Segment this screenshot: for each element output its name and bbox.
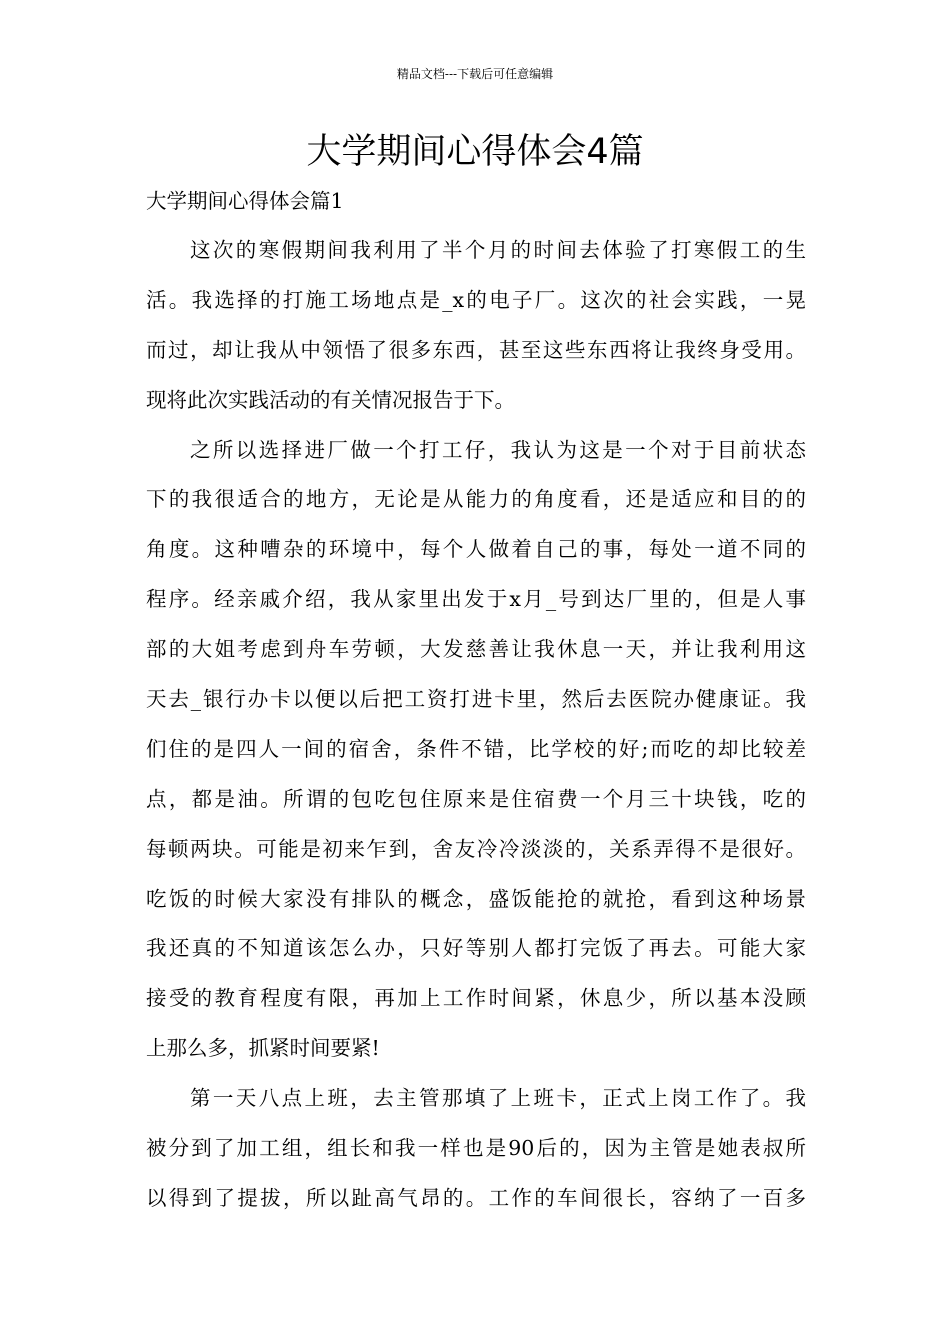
text-line: 活。我选择的打施工场地点是_x的电子厂。这次的社会实践，一晃 xyxy=(146,287,806,312)
text-line: 天去_银行办卡以便以后把工资打进卡里，然后去医院办健康证。我 xyxy=(146,687,806,712)
text-line: 点，都是油。所谓的包吃包住原来是住宿费一个月三十块钱，吃的 xyxy=(146,786,806,811)
section-heading: 大学期间心得体会篇1 xyxy=(146,189,344,213)
text-line: 们住的是四人一间的宿舍，条件不错，比学校的好;而吃的却比较差 xyxy=(146,736,806,761)
text-line: 我还真的不知道该怎么办，只好等别人都打完饭了再去。可能大家 xyxy=(146,936,806,961)
text-line: 下的我很适合的地方，无论是从能力的角度看，还是适应和目的的 xyxy=(146,487,806,512)
text-line: 以得到了提拔，所以趾高气昂的。工作的车间很长，容纳了一百多 xyxy=(146,1185,806,1210)
text-line: 角度。这种嘈杂的环境中，每个人做着自己的事，每处一道不同的 xyxy=(146,537,806,562)
text-line: 上那么多，抓紧时间要紧! xyxy=(146,1036,380,1061)
text-line: 第一天八点上班，去主管那填了上班卡，正式上岗工作了。我 xyxy=(190,1086,806,1111)
text-line: 而过，却让我从中领悟了很多东西，甚至这些东西将让我终身受用。 xyxy=(146,337,806,362)
text-line: 这次的寒假期间我利用了半个月的时间去体验了打寒假工的生 xyxy=(190,238,806,262)
text-line: 被分到了加工组，组长和我一样也是90后的，因为主管是她表叔所 xyxy=(146,1136,806,1161)
text-line: 接受的教育程度有限，再加上工作时间紧，休息少，所以基本没顾 xyxy=(146,986,806,1011)
header-note: 精品文档---下载后可任意编辑 xyxy=(396,67,554,81)
text-line: 之所以选择进厂做一个打工仔，我认为这是一个对于目前状态 xyxy=(190,437,806,462)
text-line: 部的大姐考虑到舟车劳顿，大发慈善让我休息一天，并让我利用这 xyxy=(146,637,806,662)
body-text xyxy=(146,226,806,1224)
text-line: 每顿两块。可能是初来乍到，舍友冷冷淡淡的，关系弄得不是很好。 xyxy=(146,836,806,861)
text-line: 程序。经亲戚介绍，我从家里出发于x月_号到达厂里的，但是人事 xyxy=(146,587,806,612)
text-line: 吃饭的时候大家没有排队的概念，盛饭能抢的就抢，看到这种场景 xyxy=(146,886,806,911)
text-line: 现将此次实践活动的有关情况报告于下。 xyxy=(146,387,515,412)
document-title: 大学期间心得体会4篇 xyxy=(306,132,644,172)
